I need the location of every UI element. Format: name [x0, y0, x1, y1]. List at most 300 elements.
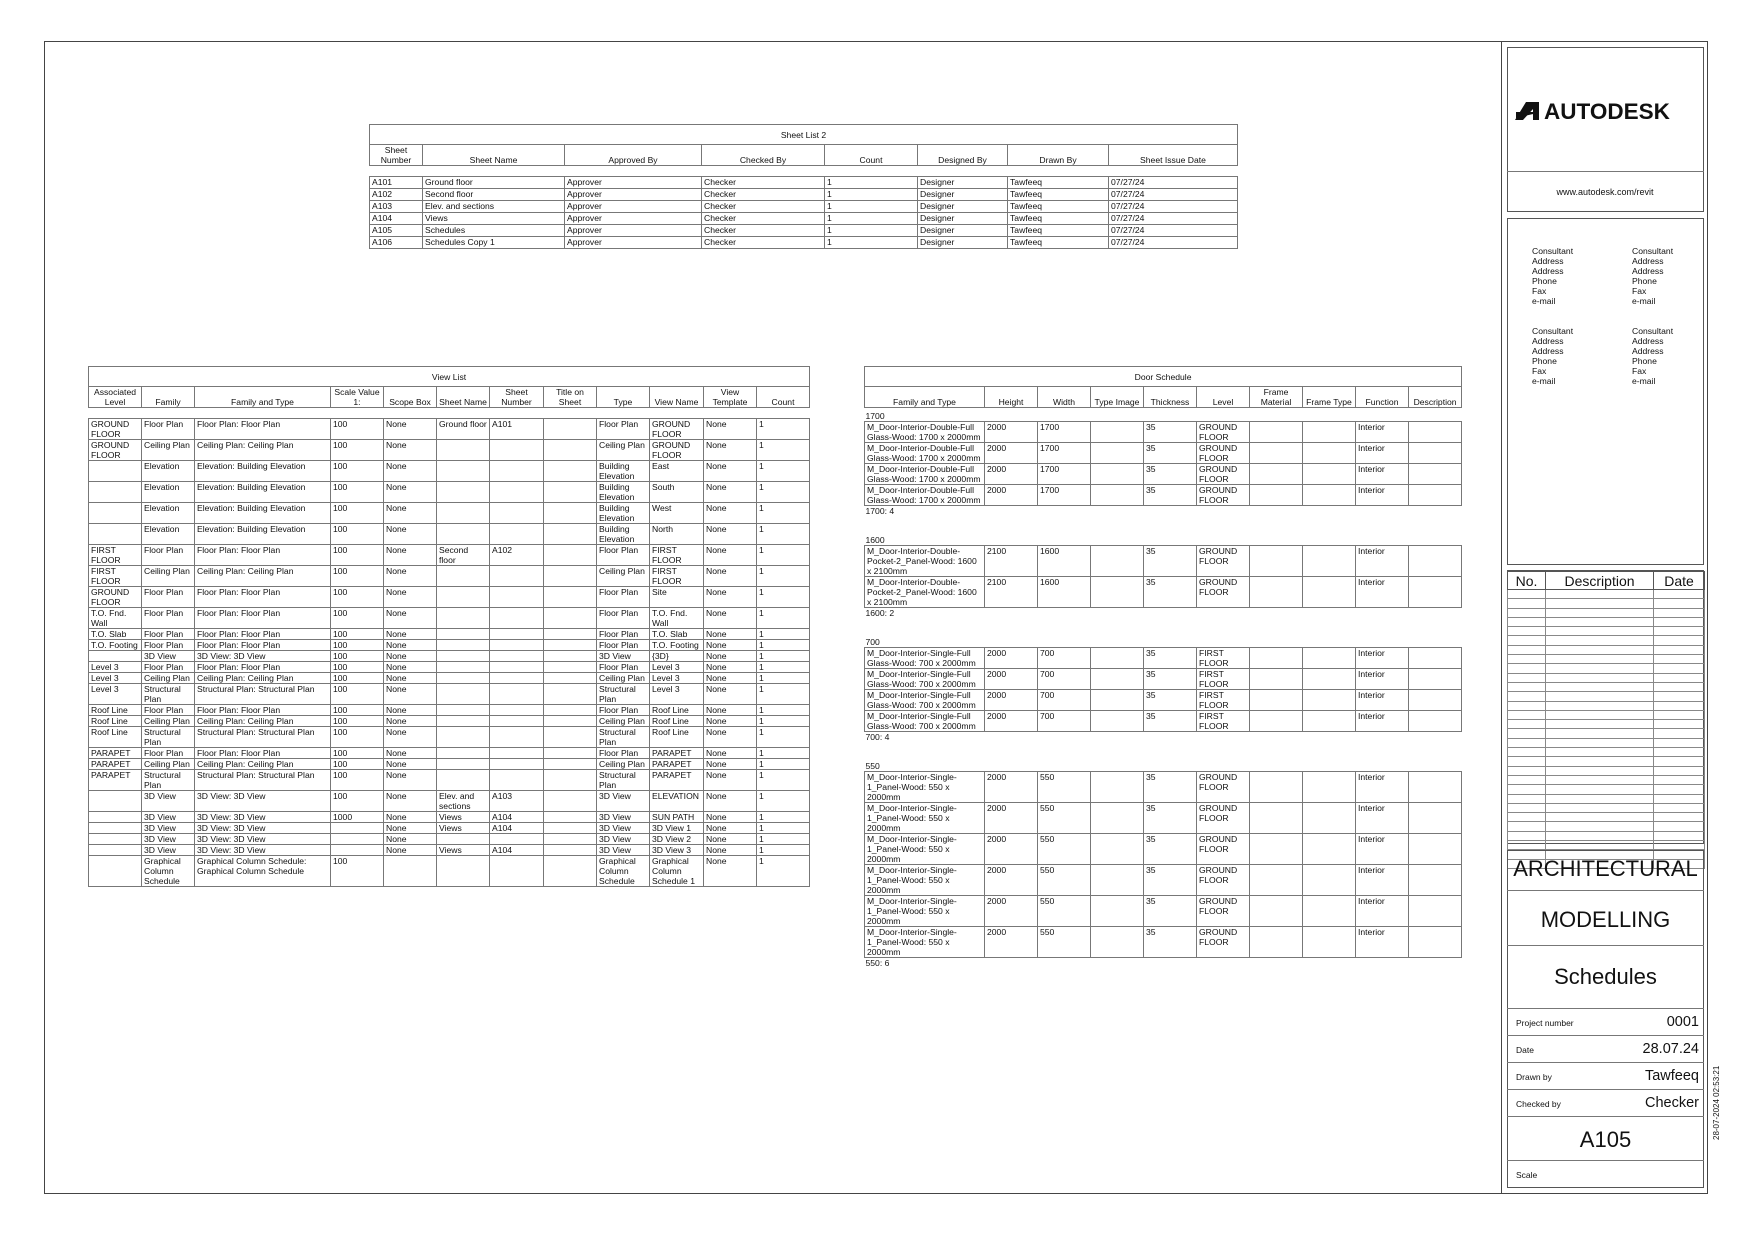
table-cell — [1250, 669, 1303, 690]
table-cell — [1250, 485, 1303, 506]
table-cell: SUN PATH — [650, 812, 704, 823]
table-cell: FIRST FLOOR — [1197, 648, 1250, 669]
table-cell — [490, 503, 544, 524]
table-cell: Tawfeeq — [1008, 213, 1109, 225]
table-cell: FIRST FLOOR — [650, 545, 704, 566]
table-cell: Views — [437, 823, 490, 834]
print-timestamp: 28-07-2024 02:53:21 — [1712, 1065, 1721, 1140]
table-cell: 35 — [1144, 422, 1197, 443]
table-cell: Graphical Column Schedule — [142, 856, 195, 887]
table-cell — [437, 587, 490, 608]
table-cell: 1 — [757, 748, 810, 759]
table-cell — [1303, 690, 1356, 711]
sheet-number: A105 — [1579, 1127, 1632, 1152]
table-cell: None — [384, 608, 437, 629]
table-cell — [1409, 464, 1462, 485]
table-cell — [1303, 485, 1356, 506]
table-cell: 2000 — [985, 865, 1038, 896]
table-cell: Ceiling Plan — [597, 716, 650, 727]
table-cell: 07/27/24 — [1109, 177, 1238, 189]
table-cell: Floor Plan: Floor Plan — [195, 705, 331, 716]
consultant-line: Address — [1632, 336, 1664, 346]
column-header: Drawn By — [1008, 145, 1109, 166]
table-cell: Roof Line — [650, 716, 704, 727]
revision-row — [1508, 701, 1705, 710]
revision-row — [1508, 785, 1705, 794]
table-cell — [544, 461, 597, 482]
table-row — [89, 419, 810, 440]
table-cell: 100 — [331, 662, 384, 673]
table-row — [370, 213, 1238, 225]
table-row — [89, 440, 810, 461]
table-cell — [544, 856, 597, 887]
table-row — [89, 503, 810, 524]
table-cell — [490, 684, 544, 705]
group-header-row — [865, 532, 1462, 546]
table-cell: 1 — [757, 834, 810, 845]
table-cell — [1250, 896, 1303, 927]
table-cell: 35 — [1144, 927, 1197, 958]
table-cell — [1091, 690, 1144, 711]
table-cell: Interior — [1356, 690, 1409, 711]
table-row — [89, 640, 810, 651]
table-cell: 1600 — [1038, 546, 1091, 577]
table-row — [89, 823, 810, 834]
table-cell: Tawfeeq — [1008, 237, 1109, 249]
table-cell: 1 — [825, 177, 918, 189]
column-header: Approved By — [565, 145, 702, 166]
table-cell — [1303, 464, 1356, 485]
table-cell: 1 — [825, 237, 918, 249]
table-row — [89, 524, 810, 545]
table-cell: A103 — [490, 791, 544, 812]
table-cell: None — [704, 440, 757, 461]
table-cell: A102 — [490, 545, 544, 566]
revision-row — [1508, 682, 1705, 691]
table-cell — [437, 759, 490, 770]
table-cell — [1303, 546, 1356, 577]
table-cell: South — [650, 482, 704, 503]
revision-row — [1508, 822, 1705, 831]
table-cell: A104 — [490, 823, 544, 834]
revision-row — [1508, 775, 1705, 784]
column-header: View Name — [650, 387, 704, 408]
table-cell — [1091, 772, 1144, 803]
table-cell: 1 — [757, 770, 810, 791]
table-cell — [490, 705, 544, 716]
table-row — [89, 673, 810, 684]
table-cell: 100 — [331, 651, 384, 662]
column-header: Associated Level — [89, 387, 142, 408]
table-cell: 1 — [825, 213, 918, 225]
table-cell: Views — [423, 213, 565, 225]
table-cell — [544, 651, 597, 662]
table-cell: None — [704, 684, 757, 705]
table-row — [89, 770, 810, 791]
table-cell — [1409, 669, 1462, 690]
view-list-title: View List — [89, 367, 810, 387]
rev-header-date: Date — [1654, 572, 1705, 590]
consultant-line: Phone — [1532, 276, 1557, 286]
table-cell: 2000 — [985, 690, 1038, 711]
table-cell: 07/27/24 — [1109, 213, 1238, 225]
table-cell — [1303, 669, 1356, 690]
table-cell: Checker — [702, 201, 825, 213]
table-cell: 100 — [331, 461, 384, 482]
table-cell — [437, 662, 490, 673]
table-cell: 3D View — [142, 845, 195, 856]
table-cell — [1303, 443, 1356, 464]
scale-label: Scale — [1516, 1170, 1538, 1180]
table-cell: 700 — [1038, 669, 1091, 690]
table-cell — [1409, 711, 1462, 732]
table-cell — [437, 834, 490, 845]
sheet-name: Schedules — [1554, 964, 1657, 989]
table-cell: Floor Plan: Floor Plan — [195, 640, 331, 651]
table-cell: A101 — [370, 177, 423, 189]
table-cell: GROUND FLOOR — [1197, 896, 1250, 927]
table-cell: 100 — [331, 524, 384, 545]
table-row — [89, 812, 810, 823]
column-header: Family — [142, 387, 195, 408]
table-cell: FIRST FLOOR — [650, 566, 704, 587]
table-cell: None — [704, 629, 757, 640]
table-cell: 2000 — [985, 772, 1038, 803]
column-header: Sheet Number — [370, 145, 423, 166]
website-url: www.autodesk.com/revit — [1556, 187, 1654, 197]
table-cell: Interior — [1356, 577, 1409, 608]
table-cell — [544, 812, 597, 823]
table-cell: Interior — [1356, 422, 1409, 443]
table-cell — [89, 524, 142, 545]
group-header-row — [865, 758, 1462, 772]
table-row — [370, 237, 1238, 249]
table-cell: None — [704, 770, 757, 791]
table-cell: Floor Plan: Floor Plan — [195, 587, 331, 608]
table-cell: 35 — [1144, 669, 1197, 690]
table-cell — [437, 503, 490, 524]
table-cell: Structural Plan — [597, 770, 650, 791]
table-cell: T.O. Footing — [650, 640, 704, 651]
table-cell: Ceiling Plan — [142, 759, 195, 770]
table-cell: None — [704, 461, 757, 482]
table-cell: Approver — [565, 189, 702, 201]
table-cell — [1250, 648, 1303, 669]
table-cell — [1303, 896, 1356, 927]
table-cell: None — [384, 440, 437, 461]
table-cell: Roof Line — [89, 727, 142, 748]
revision-row — [1508, 720, 1705, 729]
group-total-row — [865, 732, 1462, 745]
table-cell: M_Door-Interior-Double-Pocket-2_Panel-Wood: 1600 x 2100mm — [865, 546, 985, 577]
table-cell — [89, 791, 142, 812]
table-cell: M_Door-Interior-Double-Full Glass-Wood: 1700 x 2000mm — [865, 443, 985, 464]
table-cell: 700 — [1038, 690, 1091, 711]
table-cell: Elev. and sections — [437, 791, 490, 812]
table-cell: 1 — [757, 705, 810, 716]
date-label: Date — [1516, 1045, 1534, 1055]
table-cell: Floor Plan — [142, 705, 195, 716]
table-cell — [1303, 803, 1356, 834]
table-cell: 3D View: 3D View — [195, 834, 331, 845]
table-cell: FIRST FLOOR — [1197, 711, 1250, 732]
table-cell: None — [704, 587, 757, 608]
table-cell: PARAPET — [89, 759, 142, 770]
table-cell: 3D View: 3D View — [195, 791, 331, 812]
column-header: Type Image — [1091, 387, 1144, 408]
table-cell: A104 — [370, 213, 423, 225]
table-cell — [490, 716, 544, 727]
table-cell: 07/27/24 — [1109, 237, 1238, 249]
project-number-value: 0001 — [1666, 1014, 1699, 1030]
table-cell: Roof Line — [89, 705, 142, 716]
table-cell: Interior — [1356, 485, 1409, 506]
table-cell: 35 — [1144, 711, 1197, 732]
table-cell — [1409, 485, 1462, 506]
table-cell: Structural Plan — [597, 727, 650, 748]
table-cell — [437, 770, 490, 791]
revision-row — [1508, 655, 1705, 664]
consultant-block-4 — [1632, 326, 1673, 386]
table-cell: None — [384, 482, 437, 503]
table-cell: Floor Plan — [597, 748, 650, 759]
table-cell: 2100 — [985, 546, 1038, 577]
table-cell: Graphical Column Schedule: Graphical Column Schedule — [195, 856, 331, 887]
table-cell: None — [384, 748, 437, 759]
table-cell: 100 — [331, 482, 384, 503]
table-cell — [437, 524, 490, 545]
table-cell: Ceiling Plan — [142, 716, 195, 727]
table-cell: Ceiling Plan — [142, 566, 195, 587]
table-cell: Designer — [918, 237, 1008, 249]
table-cell: None — [704, 823, 757, 834]
table-cell — [544, 545, 597, 566]
table-cell — [1409, 834, 1462, 865]
table-cell: Second floor — [437, 545, 490, 566]
column-header: Sheet Number — [490, 387, 544, 408]
table-cell: GROUND FLOOR — [650, 419, 704, 440]
table-cell — [1409, 772, 1462, 803]
table-row — [865, 443, 1462, 464]
consultant-line: Fax — [1532, 366, 1547, 376]
table-cell — [490, 748, 544, 759]
table-row — [865, 772, 1462, 803]
table-cell: Floor Plan — [142, 629, 195, 640]
table-cell: M_Door-Interior-Single-1_Panel-Wood: 550 x 2000mm — [865, 803, 985, 834]
table-cell: M_Door-Interior-Single-Full Glass-Wood: 700 x 2000mm — [865, 690, 985, 711]
table-cell — [437, 727, 490, 748]
table-cell: None — [384, 461, 437, 482]
table-cell: 1 — [825, 201, 918, 213]
revision-row — [1508, 794, 1705, 803]
table-cell: FIRST FLOOR — [1197, 669, 1250, 690]
table-cell: 35 — [1144, 648, 1197, 669]
table-row — [865, 834, 1462, 865]
table-cell: 3D View — [597, 812, 650, 823]
table-cell: 07/27/24 — [1109, 225, 1238, 237]
table-cell: 2000 — [985, 648, 1038, 669]
revision-row — [1508, 590, 1705, 599]
table-row — [89, 705, 810, 716]
table-cell: Ceiling Plan — [597, 759, 650, 770]
table-cell — [1409, 443, 1462, 464]
table-cell: Elevation — [142, 461, 195, 482]
table-cell: Level 3 — [89, 684, 142, 705]
consultant-line: Address — [1632, 346, 1664, 356]
table-cell: ELEVATION — [650, 791, 704, 812]
table-cell: Structural Plan: Structural Plan — [195, 770, 331, 791]
table-cell: 35 — [1144, 803, 1197, 834]
table-cell: None — [384, 587, 437, 608]
table-cell: T.O. Fnd. Wall — [89, 608, 142, 629]
table-cell — [1250, 834, 1303, 865]
sheet-number-row — [1507, 1116, 1704, 1160]
table-cell: 35 — [1144, 865, 1197, 896]
table-cell: 3D View — [597, 651, 650, 662]
table-cell: 1700 — [1038, 422, 1091, 443]
table-cell: 2000 — [985, 711, 1038, 732]
column-header: Description — [1409, 387, 1462, 408]
table-cell — [1250, 711, 1303, 732]
table-cell — [437, 608, 490, 629]
table-cell: Approver — [565, 201, 702, 213]
table-cell — [544, 845, 597, 856]
table-cell — [1091, 927, 1144, 958]
table-cell: Floor Plan: Floor Plan — [195, 608, 331, 629]
sheet-list-schedule — [369, 124, 1238, 249]
table-cell: None — [384, 823, 437, 834]
table-cell: 3D View — [597, 845, 650, 856]
table-cell: None — [704, 545, 757, 566]
table-cell: FIRST FLOOR — [89, 566, 142, 587]
table-cell — [490, 640, 544, 651]
group-label: 1700 — [865, 411, 885, 421]
table-cell: 35 — [1144, 834, 1197, 865]
table-row — [89, 651, 810, 662]
table-cell — [1303, 772, 1356, 803]
group-total-row — [865, 608, 1462, 621]
table-cell: None — [384, 834, 437, 845]
table-cell — [331, 834, 384, 845]
column-header: Type — [597, 387, 650, 408]
table-cell: Interior — [1356, 546, 1409, 577]
table-cell — [544, 748, 597, 759]
table-cell: 1 — [757, 503, 810, 524]
table-cell: Interior — [1356, 648, 1409, 669]
column-header: Title on Sheet — [544, 387, 597, 408]
table-cell: GROUND FLOOR — [89, 587, 142, 608]
table-cell: 3D View 1 — [650, 823, 704, 834]
table-row — [865, 803, 1462, 834]
table-cell: A104 — [490, 845, 544, 856]
table-cell: None — [384, 759, 437, 770]
table-cell — [490, 727, 544, 748]
table-cell: Approver — [565, 237, 702, 249]
header-row — [89, 387, 810, 408]
consultant-line: e-mail — [1532, 296, 1556, 306]
table-cell: Designer — [918, 213, 1008, 225]
table-cell: 07/27/24 — [1109, 189, 1238, 201]
table-cell: 1700 — [1038, 464, 1091, 485]
table-cell: East — [650, 461, 704, 482]
table-cell — [1091, 443, 1144, 464]
table-cell: Elevation — [142, 503, 195, 524]
table-cell: GROUND FLOOR — [1197, 803, 1250, 834]
table-cell: 1 — [757, 419, 810, 440]
table-cell — [1409, 803, 1462, 834]
table-cell: Building Elevation — [597, 503, 650, 524]
table-cell: GROUND FLOOR — [1197, 927, 1250, 958]
table-row — [89, 856, 810, 887]
table-cell — [1303, 648, 1356, 669]
table-cell: GROUND FLOOR — [1197, 443, 1250, 464]
consultant-block-1 — [1532, 246, 1573, 306]
table-cell: 1 — [757, 716, 810, 727]
table-cell — [1091, 577, 1144, 608]
table-cell: 2000 — [985, 485, 1038, 506]
table-cell: 100 — [331, 566, 384, 587]
table-cell: M_Door-Interior-Single-1_Panel-Wood: 550 x 2000mm — [865, 834, 985, 865]
table-cell: None — [384, 651, 437, 662]
group-total-row — [865, 958, 1462, 971]
table-cell: Interior — [1356, 865, 1409, 896]
table-cell: Level 3 — [89, 673, 142, 684]
table-cell: 2000 — [985, 443, 1038, 464]
drawn-by-label: Drawn by — [1516, 1072, 1552, 1082]
table-cell: 3D View 3 — [650, 845, 704, 856]
column-header: Count — [757, 387, 810, 408]
table-cell — [1303, 422, 1356, 443]
table-row — [89, 482, 810, 503]
column-header: Height — [985, 387, 1038, 408]
consultant-line: Consultant — [1532, 246, 1574, 256]
table-cell — [1250, 803, 1303, 834]
table-cell: Floor Plan — [142, 748, 195, 759]
checked-by-row — [1507, 1089, 1704, 1116]
table-cell — [89, 482, 142, 503]
table-cell: Approver — [565, 213, 702, 225]
table-cell — [89, 461, 142, 482]
table-cell: 100 — [331, 640, 384, 651]
table-cell: Ceiling Plan: Ceiling Plan — [195, 673, 331, 684]
table-cell: M_Door-Interior-Double-Full Glass-Wood: 1700 x 2000mm — [865, 485, 985, 506]
table-cell: M_Door-Interior-Double-Full Glass-Wood: 1700 x 2000mm — [865, 422, 985, 443]
table-cell: Structural Plan: Structural Plan — [195, 684, 331, 705]
table-cell: Level 3 — [650, 684, 704, 705]
table-cell: Interior — [1356, 834, 1409, 865]
table-cell: Floor Plan — [142, 587, 195, 608]
table-cell: 1 — [757, 845, 810, 856]
table-cell: 3D View 2 — [650, 834, 704, 845]
consultant-line: Address — [1532, 346, 1564, 356]
revision-row — [1508, 803, 1705, 812]
table-cell: Floor Plan: Floor Plan — [195, 629, 331, 640]
door-schedule — [864, 366, 1462, 970]
table-cell: Ceiling Plan — [597, 440, 650, 461]
table-cell: 100 — [331, 440, 384, 461]
table-cell: Interior — [1356, 896, 1409, 927]
column-header: Thickness — [1144, 387, 1197, 408]
table-cell: 100 — [331, 545, 384, 566]
column-header: Frame Type — [1303, 387, 1356, 408]
revision-row — [1508, 757, 1705, 766]
table-cell — [544, 662, 597, 673]
table-cell: 1700 — [1038, 485, 1091, 506]
table-cell: 550 — [1038, 834, 1091, 865]
table-cell: 100 — [331, 705, 384, 716]
table-row — [865, 690, 1462, 711]
column-header: Family and Type — [195, 387, 331, 408]
